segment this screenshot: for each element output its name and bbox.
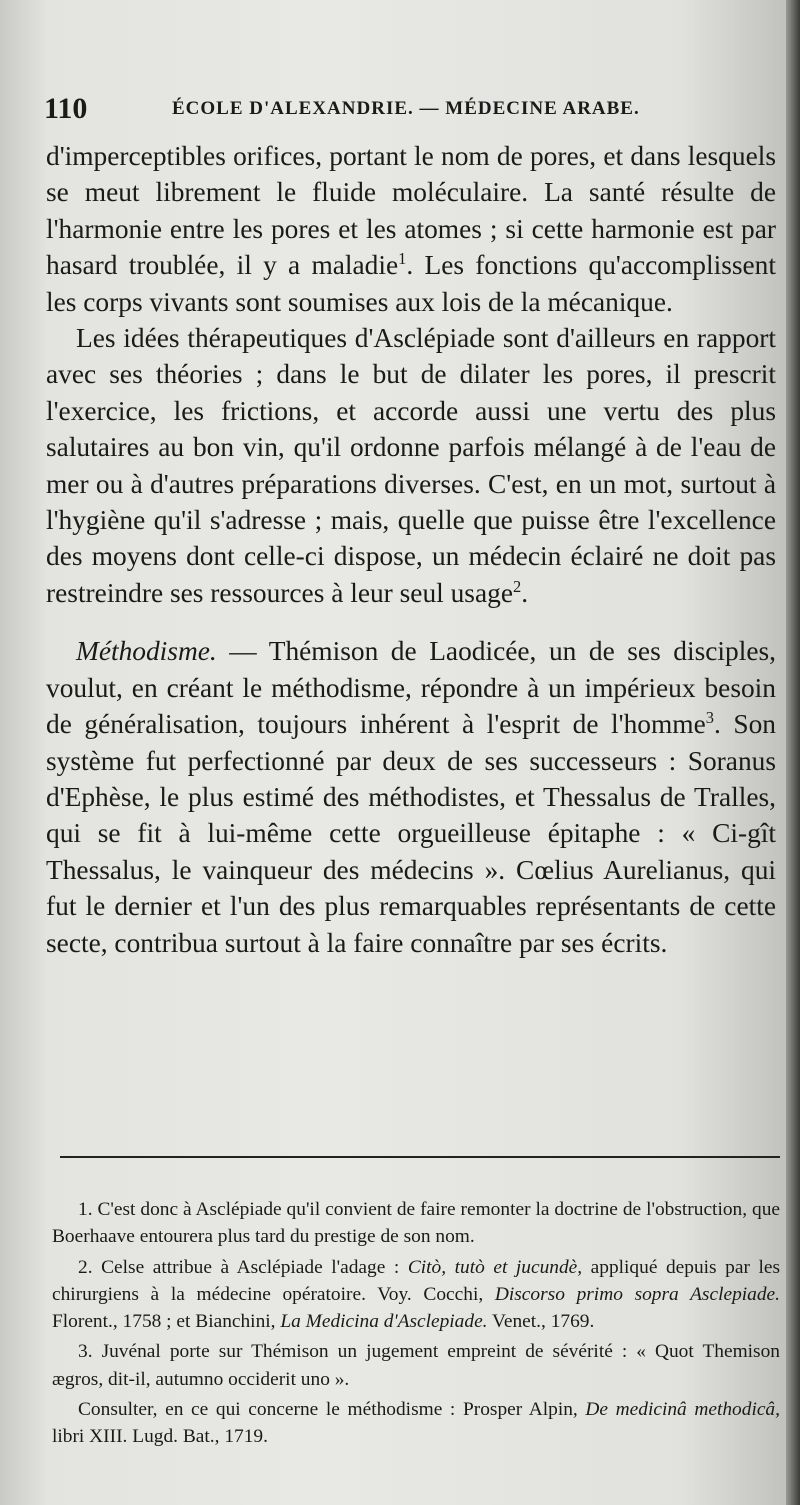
paragraph-1-text: d'imperceptibles orifices, portant le nom de pores, et dans lesquels se meut librement le fluide moléculaire. La santé résulte de l'harmonie entre les pores et les atomes ; si cette harmonie est par hasard troublée, il y a maladie [46,141,776,281]
footnote-2-adage: Citò, tutò et jucundè, [407,1256,583,1278]
footnote-3: 3. Juvénal porte sur Thémison un jugement empreint de sévérité : « Quot Themison ægros, dit-il, autumno occiderit uno ». [52,1341,780,1390]
paragraph-1 [46,138,776,320]
footnote-2-text-a: 2. Celse attribue à Asclépiade l'adage : [78,1256,408,1278]
footnotes [52,1196,780,1451]
paragraph-2 [46,320,776,611]
paragraph-1-end: . Les fonctions qu'accomplissent les corps vivants sont soumises aux lois de la mécanique. [46,250,776,317]
page-number: 110 [44,92,88,125]
footnote-2-text-d: Venet., 1769. [487,1311,595,1333]
paragraph-2-text: Les idées thérapeutiques d'Asclépiade sont d'ailleurs en rapport avec ses théories ; dans le but de dilater les pores, il prescrit l'exercice, les frictions, et accorde aussi une vertu des plus salutaires au bon vin, qu'il ordonne parfois mélangé à de l'eau de mer ou à d'autres préparations diverses. C'est, en un mot, surtout à l'hygiène qu'il s'adresse ; mais, quelle que puisse être l'excellence des moyens dont celle-ci dispose, un médecin éclairé ne doit pas restreindre ses ressources à leur seul usage [46,323,776,608]
footnote-4 [52,1396,780,1451]
footnote-4-work: De medicinâ methodicâ, [585,1399,780,1421]
footnote-divider [60,1156,780,1158]
section-title-methodisme: Méthodisme. [76,636,217,667]
footnote-4-text-a: Consulter, en ce qui concerne le méthodisme : Prosper Alpin, [78,1399,586,1421]
footnote-ref-3: 3 [705,707,714,727]
footnote-2-work-2: La Medicina d'Asclepiade. [280,1311,488,1333]
footnote-2-text-c: Florent., 1758 ; et Bianchini, [52,1311,281,1333]
footnote-ref-1: 1 [398,249,407,269]
footnote-2-work-1: Discorso primo sopra Asclepiade. [494,1283,780,1305]
footnote-2-text-b: appliqué depuis par les chirurgiens à la médecine opératoire. Voy. Cocchi, [52,1256,780,1305]
running-head: ÉCOLE D'ALEXANDRIE. — MÉDECINE ARABE. [172,98,640,119]
body-text [46,138,776,961]
footnote-4-text-b: libri XIII. Lugd. Bat., 1719. [52,1426,268,1448]
footnote-2 [52,1254,780,1336]
paragraph-3-end: . Son système fut perfectionné par deux de ses successeurs : Soranus d'Ephèse, le plus estimé des méthodistes, et Thessalus de Tralles, qui se fit à lui-même cette orgueilleuse épitaphe : « Ci-gît Thessalus, le vainqueur des médecins ». Cœlius Aurelianus, qui fut le dernier et l'un des plus remarquables représentants de cette secte, contribua surtout à la faire connaître par ses écrits. [46,709,776,958]
page-header [44,92,774,132]
footnote-1: 1. C'est donc à Asclépiade qu'il convient de faire remonter la doctrine de l'obstruction, que Boerhaave entourera plus tard du prestige de son nom. [52,1199,780,1248]
footnote-ref-2: 2 [512,576,522,596]
paragraph-3-text: — Thémison de Laodicée, un de ses disciples, voulut, en créant le méthodisme, répondre à un impérieux besoin de généralisation, toujours inhérent à l'esprit de l'homme [46,636,776,740]
paragraph-2-end: . [521,577,529,608]
paragraph-3 [46,633,776,961]
page-edge-shadow [786,0,800,1505]
